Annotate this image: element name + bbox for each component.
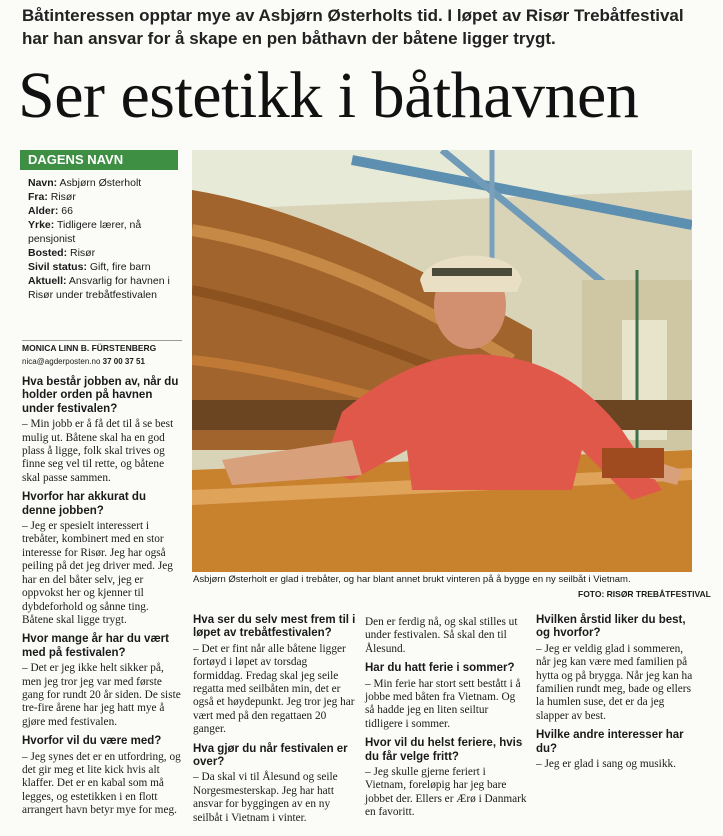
- answer: – Det er jeg ikke helt sikker på, men jeg tror jeg var med første gang for rundt 20 år siden. De siste tre-fire årene har jeg hatt mye å gjøre med festivalen.: [22, 662, 181, 728]
- facts-list: [20, 170, 178, 302]
- phone-number: 37 00 37 51: [102, 357, 145, 366]
- byline: MONICA LINN B. FÜRSTENBERG: [22, 340, 182, 353]
- photo-credit: FOTO: RISØR TREBÅTFESTIVAL: [578, 589, 711, 599]
- question: Hvilke andre interesser har du?: [536, 729, 684, 755]
- answer: – Min ferie har stort sett bestått i å jobbe med båten fra Vietnam. Og så hadde jeg en liten seiltur tidligere i sommer.: [365, 677, 521, 730]
- fact-item: Alder: 66: [28, 205, 73, 217]
- contact-line: [22, 357, 145, 366]
- article-column-2: [193, 614, 356, 825]
- question: Hvor vil du helst feriere, hvis du får velge fritt?: [365, 737, 523, 763]
- photo-caption: Asbjørn Østerholt er glad i trebåter, og har blant annet brukt vinteren på å bygge en ny seilbåt i Vietnam.: [193, 574, 631, 585]
- question: Hvorfor vil du være med?: [22, 735, 162, 748]
- kicker-text: Båtinteressen opptar mye av Asbjørn Østerholts tid. I løpet av Risør Trebåtfestival har han ansvar for å skape en pen båthavn der båtene ligger trygt.: [22, 6, 684, 48]
- answer: – Jeg er glad i sang og musikk.: [536, 758, 676, 771]
- fact-item: Yrke: Tidligere lærer, nå pensjonist: [28, 219, 142, 245]
- answer: – Min jobb er å få det til å se best mulig ut. Båtene skal ha en god plass å ligge, folk skal trives og finne seg vel til rette, og båtene skal passe sammen.: [22, 418, 174, 484]
- question: Hva ser du selv mest frem til i løpet av trebåtfestivalen?: [193, 614, 356, 640]
- article-column-1: [22, 376, 182, 818]
- facts-box: [20, 150, 178, 350]
- answer: Den er ferdig nå, og skal stilles ut under festivalen. Så skal den til Ålesund.: [365, 616, 518, 655]
- fact-item: Aktuell: Ansvarlig for havnen i Risør under trebåtfestivalen: [28, 275, 170, 301]
- headline: Ser estetikk i båthavnen: [18, 59, 639, 132]
- answer: – Det er fint når alle båtene ligger fortøyd i løpet av torsdag formiddag. Fredag skal jeg seile regatta med seilbåten min, det er også et høydepunkt. Jeg tror jeg har vært med på den regattaen 20 ganger.: [193, 642, 355, 736]
- fact-item: Fra: Risør: [28, 191, 76, 203]
- portrait-photo: [192, 150, 692, 572]
- email-link[interactable]: nica@agderposten.no: [22, 357, 101, 366]
- photo: [192, 150, 692, 572]
- answer: – Jeg er spesielt interessert i trebåter, kombinert med en stor interesse for Risør. Jeg har også peiling på det jeg driver med. Jeg har en del båter selv, jeg er oppvokst her og kjenner til dybdeforhold og sånne ting. Båtene skal ligge trygt.: [22, 520, 173, 626]
- article-column-3: [365, 614, 527, 820]
- answer: – Jeg skulle gjerne feriert i Vietnam, foreløpig har jeg bare jobbet der. Ellers er Ærø i Danmark en favoritt.: [365, 766, 527, 819]
- question: Hvorfor har akkurat du denne jobben?: [22, 491, 146, 517]
- fact-item: Navn: Asbjørn Østerholt: [28, 177, 142, 189]
- fact-item: Sivil status: Gift, fire barn: [28, 261, 151, 273]
- question: Har du hatt ferie i sommer?: [365, 662, 515, 675]
- article-column-4: [536, 614, 696, 771]
- question: Hvilken årstid liker du best, og hvorfor?: [536, 614, 686, 640]
- facts-box-title: DAGENS NAVN: [20, 150, 178, 170]
- fact-item: Bosted: Risør: [28, 247, 96, 259]
- question: Hva gjør du når festivalen er over?: [193, 742, 348, 769]
- question: Hvor mange år har du vært med på festivalen?: [22, 633, 169, 659]
- answer: – Jeg synes det er en utfordring, og det gir meg et lite kick hvis alt klaffer. Det er en kabal som må legges, og estetikken i en flott arrangert havn betyr mye for meg.: [22, 750, 181, 817]
- question: Hva består jobben av, når du holder orden på havnen under festivalen?: [22, 376, 179, 415]
- answer: – Jeg er veldig glad i sommeren, når jeg kan være med familien på hytta og på brygga. Når jeg kan ha familien rundt meg, bade og ellers la humlen suse, det er da jeg slapper av best.: [536, 642, 693, 722]
- answer: – Da skal vi til Ålesund og seile Norgesmesterskap. Jeg har hatt ansvar for byggingen av en ny seilbåt i Vietnam i vinter.: [193, 771, 338, 824]
